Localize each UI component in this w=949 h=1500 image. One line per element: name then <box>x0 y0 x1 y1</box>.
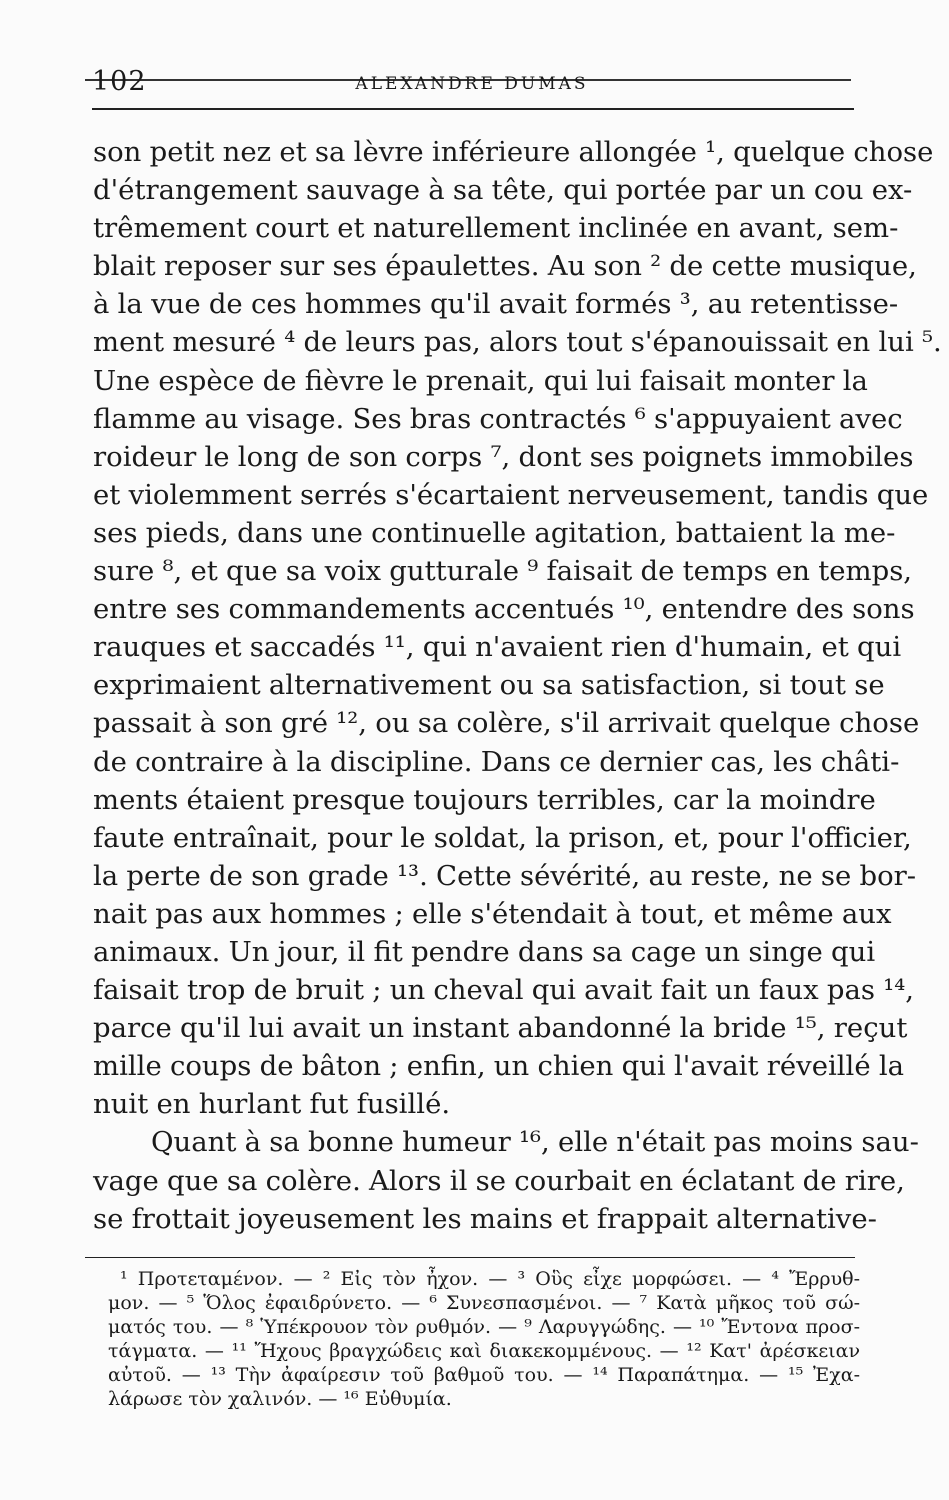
text-line: passait à son gré ¹², ou sa colère, s'il arrivait quelque chose <box>93 707 920 740</box>
text-line: roideur le long de son corps ⁷, dont ses poignets immobiles <box>93 440 914 473</box>
text-line: Une espèce de fièvre le prenait, qui lui faisait monter la <box>93 364 868 397</box>
text-line: entre ses commandements accentués ¹⁰, entendre des sons <box>93 593 915 626</box>
text-line: nuit en hurlant fut fusillé. <box>93 1088 451 1121</box>
text-line: parce qu'il lui avait un instant abandonné la bride ¹⁵, reçut <box>93 1012 908 1045</box>
text-line: la perte de son grade ¹³. Cette sévérité, au reste, ne se bor- <box>93 859 917 892</box>
text-line: ment mesuré ⁴ de leurs pas, alors tout s'épanouissait en lui ⁵. <box>93 326 942 359</box>
text-line: ses pieds, dans une continuelle agitation, battaient la me- <box>93 516 896 549</box>
body-text <box>93 133 942 1238</box>
text-line: faute entraînait, pour le soldat, la prison, et, pour l'officier, <box>93 821 912 854</box>
text-line: sure ⁸, et que sa voix gutturale ⁹ faisait de temps en temps, <box>93 555 913 588</box>
footnotes <box>108 1267 860 1411</box>
text-line: animaux. Un jour, il fit pendre dans sa cage un singe qui <box>93 935 876 968</box>
text-line: et violemment serrés s'écartaient nerveusement, tandis que <box>93 478 929 511</box>
text-line: à la vue de ces hommes qu'il avait formés ³, au retentisse- <box>93 288 899 321</box>
text-line: nait pas aux hommes ; elle s'étendait à tout, et même aux <box>93 897 892 930</box>
page-header <box>92 66 852 106</box>
footnote-line: αὐτοῦ. — ¹³ Τὴν ἀφαίρεσιν τοῦ βαθμοῦ του. — ¹⁴ Παραπάτημα. — ¹⁵ Ἐχα- <box>108 1364 860 1386</box>
text-line: de contraire à la discipline. Dans ce dernier cas, les châti- <box>93 745 900 778</box>
footnote-line: ματός του. — ⁸ Ὑπέκρουον τὸν ρυθμόν. — ⁹ Λαρυγγώδης. — ¹⁰ Ἔντονα προσ- <box>108 1316 860 1338</box>
footnote-line: ¹ Προτεταμένον. — ² Εἰς τὸν ἦχον. — ³ Οὓς εἶχε μορφώσει. — ⁴ Ἔρρυθ- <box>120 1268 860 1290</box>
text-line: se frottait joyeusement les mains et frappait alternative- <box>93 1202 877 1235</box>
text-line: son petit nez et sa lèvre inférieure allongée ¹, quelque chose <box>93 136 934 168</box>
footnote-line: μον. — ⁵ Ὅλος ἐφαιδρύνετο. — ⁶ Συνεσπασμένοι. — ⁷ Κατὰ μῆκος τοῦ σώ- <box>108 1292 860 1314</box>
text-line: mille coups de bâton ; enfin, un chien qui l'avait réveillé la <box>93 1050 905 1083</box>
text-line: rauques et saccadés ¹¹, qui n'avaient rien d'humain, et qui <box>93 631 902 664</box>
text-line: trêmement court et naturellement inclinée en avant, sem- <box>93 212 899 245</box>
footnote-rule <box>85 1257 855 1258</box>
text-line: d'étrangement sauvage à sa tête, qui portée par un cou ex- <box>93 174 913 207</box>
page-number: 102 <box>92 66 147 97</box>
footnote-line: λάρωσε τὸν χαλινόν. — ¹⁶ Εὐθυμία. <box>108 1388 452 1410</box>
footnote-line: τάγματα. — ¹¹ Ἤχους βραγχώδεις καὶ διακεκομμένους. — ¹² Κατ' ἀρέσκειαν <box>108 1340 860 1362</box>
text-line: blait reposer sur ses épaulettes. Au son ² de cette musique, <box>93 250 917 283</box>
running-head: ALEXANDRE DUMAS <box>355 74 589 94</box>
header-rule <box>92 108 854 110</box>
text-line: ments étaient presque toujours terribles, car la moindre <box>93 783 876 816</box>
text-line: exprimaient alternativement ou sa satisfaction, si tout se <box>93 669 885 702</box>
text-line: flamme au visage. Ses bras contractés ⁶ s'appuyaient avec <box>93 402 903 435</box>
text-line: faisait trop de bruit ; un cheval qui avait fait un faux pas ¹⁴, <box>93 974 915 1007</box>
text-line: Quant à sa bonne humeur ¹⁶, elle n'était pas moins sau- <box>151 1126 919 1159</box>
text-line: vage que sa colère. Alors il se courbait en éclatant de rire, <box>93 1164 905 1197</box>
